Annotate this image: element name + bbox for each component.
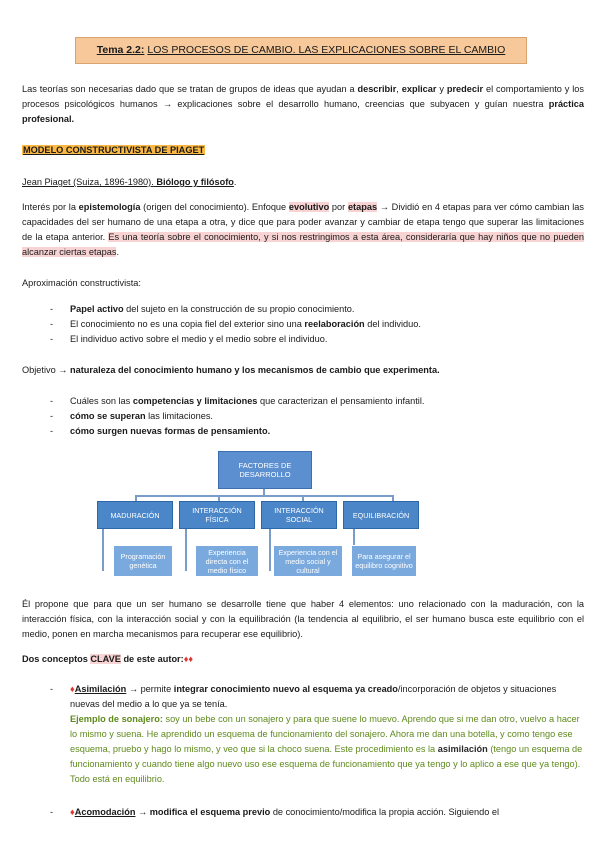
diagram-factor-box: EQUILIBRACIÓN — [343, 501, 419, 529]
example-text: (tengo un esquema de funcionamiento y cuando tiene algo nuevo uso ese esquema de funcionamiento que ya tengo y lo aplico a ese que ya tengo). Todo está en equilibrio. — [70, 744, 583, 784]
interest-text: → Dividió en 4 etapas para ver cómo cambian las capacidades del ser humano de una etapa a otra, y dice que para poder avanzar y cambiar de etapa tengo que superar las limitaciones de la etapa anterior. — [22, 202, 584, 242]
approach-list — [22, 302, 584, 347]
interest-highlight-sentence: Es una teoría sobre el conocimiento, y si nos restringimos a esta área, consideraría que hay niños que no pueden alcanzar ciertas etapas — [22, 232, 584, 257]
list-item — [22, 409, 584, 424]
list-item — [22, 805, 584, 820]
title-text: LOS PROCESOS DE CAMBIO. LAS EXPLICACIONES SOBRE EL CAMBIO — [147, 44, 506, 56]
example-text: soy un bebe con un sonajero y para que suene lo muevo. Aprendo que si me dan otro, vuelvo a hacer lo mismo y suena. He aprendido un esquema de funcionamiento del sonajero. Ahora me dan una botella, y como tengo ese esquema, pruebo y hago lo mismo, y veo que si la choco suena. Este procedimiento es la — [70, 714, 580, 754]
intro-bold: explicar — [401, 84, 437, 94]
diagram-factor-box: INTERACCIÓN SOCIAL — [261, 501, 337, 529]
term-bold: integrar conocimiento nuevo al esquema ya creado — [173, 684, 398, 694]
diagram-detail-box: Experiencia directa con el medio físico — [195, 545, 259, 577]
connector — [135, 495, 393, 497]
factors-diagram — [95, 449, 435, 585]
concepts-key: CLAVE — [90, 654, 121, 664]
intro-text: , — [396, 84, 402, 94]
interest-text: . — [116, 247, 120, 257]
diamond-icon: ♦ — [70, 684, 75, 694]
list-item-text: del individuo. — [364, 319, 421, 329]
acomodacion-item — [22, 805, 584, 820]
list-item-text: El individuo activo sobre el medio y el medio sobre el individuo. — [70, 334, 328, 344]
term-text: /incorporación de objetos y situaciones nuevas del medio a lo que ya se tenía. — [70, 684, 557, 709]
term-text: de conocimiento/modifica la propia acción. Siguiendo el — [270, 807, 500, 817]
diagram-detail-box: Programación genética — [113, 545, 173, 577]
term-bold: modifica el esquema previo — [149, 807, 271, 817]
author-role: Biólogo y filósofo — [153, 177, 234, 187]
intro-paragraph — [22, 82, 584, 127]
list-item — [22, 394, 584, 409]
list-item-bold: competencias y limitaciones — [132, 396, 258, 406]
concepts-text: de este autor: — [120, 654, 184, 664]
intro-bold: práctica profesional. — [22, 99, 584, 124]
list-item-bold: cómo surgen nuevas formas de pensamiento. — [70, 426, 271, 436]
title-prefix: Tema 2.2: — [96, 44, 145, 56]
interest-highlight: etapas — [347, 202, 378, 212]
list-item-text: las limitaciones. — [145, 411, 213, 421]
list-item — [22, 332, 584, 347]
objective-text: Objetivo → — [22, 365, 70, 375]
list-item-text: del sujeto en la construcción de su propio conocimiento. — [123, 304, 355, 314]
list-item-bold: reelaboración — [304, 319, 365, 329]
interest-text: por — [329, 202, 348, 212]
list-item-text: Cuáles son las — [70, 396, 133, 406]
list-item — [22, 302, 584, 317]
interest-bold: epistemología — [78, 202, 141, 212]
page-title — [75, 37, 527, 64]
objective-list — [22, 394, 584, 439]
connector — [102, 529, 104, 571]
diagram-factor-box: MADURACIÓN — [97, 501, 173, 529]
author-end: . — [233, 177, 237, 187]
interest-highlight: evolutivo — [288, 202, 330, 212]
list-item-bold: Papel activo — [70, 304, 124, 314]
concepts-line — [22, 652, 584, 667]
list-item-text: El conocimiento no es una copia fiel del exterior sino una — [70, 319, 305, 329]
list-item — [22, 424, 584, 439]
example-bold: asimilación — [437, 744, 488, 754]
asimilacion-item — [22, 682, 584, 787]
intro-text: y — [436, 84, 447, 94]
section-heading: MODELO CONSTRUCTIVISTA DE PIAGET — [23, 145, 205, 155]
list-item — [22, 317, 584, 332]
interest-text: (origen del conocimiento). Enfoque — [140, 202, 289, 212]
list-item-bold: cómo se superan — [70, 411, 146, 421]
interest-text: Interés por la — [22, 202, 79, 212]
term-text: → permite — [126, 684, 174, 694]
list-item — [22, 682, 584, 787]
interest-paragraph — [22, 200, 584, 260]
diamond-icon: ♦♦ — [183, 654, 194, 664]
intro-bold: describir — [357, 84, 397, 94]
intro-text: Las teorías son necesarias dado que se tratan de grupos de ideas que ayudan a — [22, 84, 358, 94]
diagram-detail-box: Experiencia con el medio social y cultural — [273, 545, 343, 577]
example-paragraph — [70, 712, 584, 787]
author-name: Jean Piaget (Suiza, 1896-1980). — [22, 177, 154, 187]
connector — [269, 529, 271, 571]
diagram-top-box: FACTORES DE DESARROLLO — [218, 451, 312, 489]
objective-bold: naturaleza del conocimiento humano y los mecanismos de cambio que experimenta. — [70, 365, 440, 375]
concepts-text: Dos conceptos — [22, 654, 91, 664]
example-label: Ejemplo de sonajero: — [70, 714, 163, 724]
author-line — [22, 175, 584, 190]
objective-line — [22, 363, 584, 378]
diamond-icon: ♦ — [70, 807, 75, 817]
diagram-factor-box: INTERACCIÓN FÍSICA — [179, 501, 255, 529]
term-acomodacion: Acomodación — [74, 807, 136, 817]
diagram-detail-box: Para asegurar el equilibro cognitivo — [351, 545, 417, 577]
term-text: → — [135, 807, 150, 817]
summary-paragraph: Él propone que para que un ser humano se desarrolle tiene que haber 4 elementos: uno relacionado con la maduración, con la interacción física, con la interacción social y con la equilibración (la tendencia al equilibrio, el ser humano busca este equilibrio con el medio, ponen en marcha mecanismos para recuperar ese equilibrio). — [22, 599, 584, 639]
approach-label: Aproximación constructivista: — [22, 278, 141, 288]
section-heading-row — [22, 143, 584, 158]
connector — [185, 529, 187, 571]
list-item-text: que caracterizan el pensamiento infantil. — [257, 396, 425, 406]
intro-text: el comportamiento y los procesos psicológicos humanos → explicaciones sobre el desarrollo humano, creencias que subyacen y guían nuestra — [22, 84, 585, 109]
term-asimilacion: Asimilación — [74, 684, 127, 694]
intro-bold: predecir — [446, 84, 484, 94]
